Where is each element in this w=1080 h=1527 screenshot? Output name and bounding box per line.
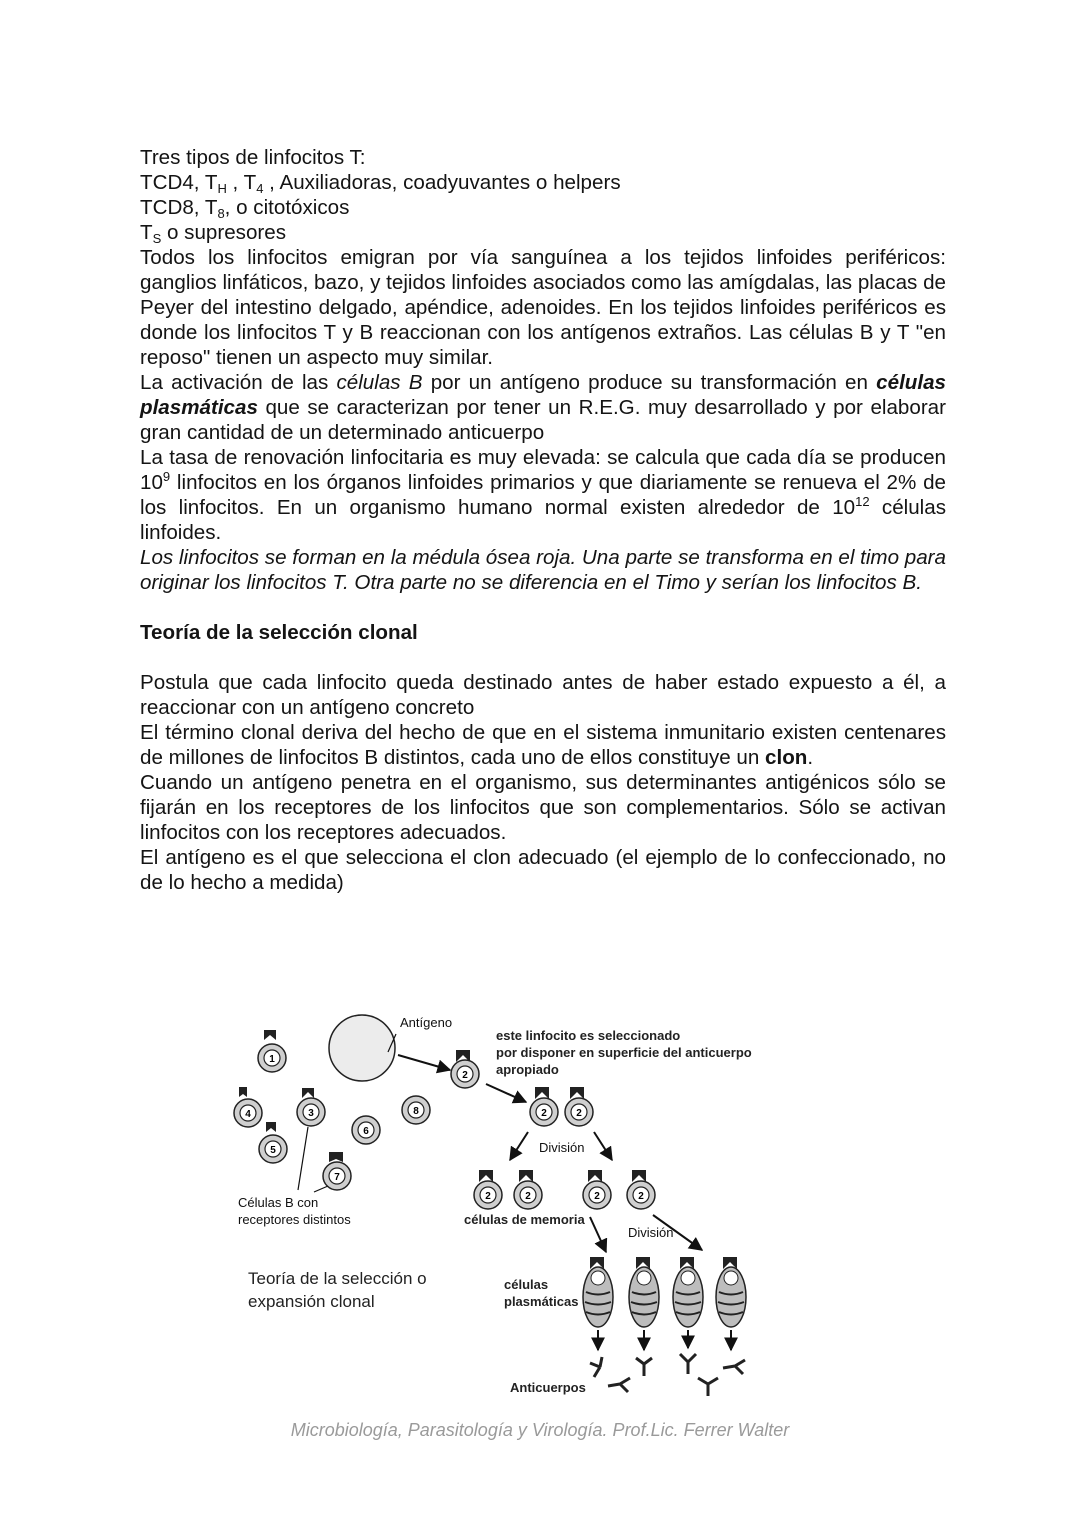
selection-arrow <box>486 1084 526 1102</box>
b-cell-3 <box>297 1088 325 1126</box>
svg-text:1: 1 <box>269 1054 275 1065</box>
clonal-selection-figure <box>228 1012 768 1402</box>
svg-text:2: 2 <box>462 1070 468 1081</box>
paragraph-postulate: Postula que cada linfocito queda destinado antes de haber estado expuesto a él, a reaccionar con un antígeno concreto <box>140 671 946 719</box>
paragraph-renewal: La tasa de renovación linfocitaria es muy elevada: se calcula que cada día se producen $10^9$ linfocitos en los órganos linfoides primarios y que diariamente se renueva el 2% de los linfocitos. En un organismo humano normal existen alrededor de $10^{12}$ células linfoides. <box>140 446 947 544</box>
b-cell-4 <box>234 1087 262 1127</box>
paragraph-activation: La activación de las células B por un antígeno produce su transformación en células plasmáticas que se caracterizan por tener un R.E.G. muy desarrollado y por elaborar gran cantidad de un determinado anticuerpo <box>140 371 946 444</box>
clone-cell-d <box>627 1170 655 1209</box>
svg-text:6: 6 <box>363 1126 369 1137</box>
plasma-cells-label-1: células <box>504 1277 549 1292</box>
plasma-cell-3 <box>673 1257 703 1327</box>
tcd8-line: TCD8, $T_8$, o citotóxicos <box>140 196 350 221</box>
theory-caption-1: Teoría de la selección o <box>248 1269 427 1288</box>
tcd4-line: TCD4, $T_H$ , $T_4$ , Auxiliadoras, coadyuvantes o helpers <box>140 171 621 196</box>
svg-text:2: 2 <box>525 1191 531 1202</box>
svg-text:7: 7 <box>334 1172 340 1183</box>
selected-label-3: apropiado <box>496 1062 559 1077</box>
b-cells-label-1: Células B con <box>238 1195 319 1210</box>
clone-cell-c <box>583 1170 611 1209</box>
b-cell-8 <box>402 1096 430 1124</box>
division-label-2: División <box>628 1225 674 1240</box>
plasma-cell-4 <box>716 1257 746 1327</box>
theory-caption-2: expansión clonal <box>248 1292 375 1311</box>
svg-text:2: 2 <box>541 1108 547 1119</box>
antigen-label: Antígeno <box>400 1015 453 1030</box>
selected-label-2: por disponer en superficie del anticuerpo <box>496 1045 752 1060</box>
plasma-cell-2 <box>629 1257 659 1327</box>
body-text <box>140 145 946 895</box>
selected-cell <box>451 1050 479 1088</box>
clonal-selection-diagram <box>228 1012 768 1402</box>
paragraph-antigen-entry: Cuando un antígeno penetra en el organismo, sus determinantes antigénicos sólo se fijarán en los receptores de los linfocitos que son complementarios. Sólo se activan linfocitos con los receptores adecuados. <box>140 771 946 844</box>
svg-text:5: 5 <box>270 1145 276 1156</box>
division-label-1: División <box>539 1140 585 1155</box>
b-cell-7 <box>323 1152 351 1190</box>
svg-text:8: 8 <box>413 1106 419 1117</box>
antibodies-label: Anticuerpos <box>510 1380 586 1395</box>
svg-text:4: 4 <box>245 1109 251 1120</box>
svg-text:2: 2 <box>638 1191 644 1202</box>
ts-line: $T_S$ o supresores <box>140 221 287 246</box>
plasma-cell-1 <box>583 1257 613 1327</box>
section-heading: Teoría de la selección clonal <box>140 621 418 644</box>
memory-cells-label: células de memoria <box>464 1212 585 1227</box>
svg-text:2: 2 <box>594 1191 600 1202</box>
paragraph-selection: El antígeno es el que selecciona el clon adecuado (el ejemplo de lo confeccionado, no de lo hecho a medida) <box>140 846 946 894</box>
clone-cell-b <box>565 1087 593 1126</box>
svg-text:2: 2 <box>576 1108 582 1119</box>
memory-cell-b <box>514 1170 542 1209</box>
svg-text:2: 2 <box>485 1191 491 1202</box>
memory-cell-a <box>474 1170 502 1209</box>
paragraph-origin: Los linfocitos se forman en la médula ósea roja. Una parte se transforma en el timo para originar los linfocitos T. Otra parte no se diferencia en el Timo y serían los linfocitos B. <box>140 546 946 594</box>
b-cell-5 <box>259 1122 287 1163</box>
paragraph-migration: Todos los linfocitos emigran por vía sanguínea a los tejidos linfoides periféricos: ganglios linfáticos, bazo, y tejidos linfoides asociados como las amígdalas, las placas de Peyer del intestino delgado, apéndice, adenoides. En los tejidos linfoides periféricos es donde los linfocitos T y B reaccionan con los antígenos extraños. Las células B y T "en reposo" tienen un aspecto muy similar. <box>140 246 946 369</box>
page-footer: Microbiología, Parasitología y Virología. Prof.Lic. Ferrer Walter <box>290 1420 790 1440</box>
t-cell-intro: Tres tipos de linfocitos T: <box>140 146 366 169</box>
selected-label-1: este linfocito es seleccionado <box>496 1028 681 1043</box>
b-cell-6 <box>352 1116 380 1144</box>
paragraph-clonal-term: El término clonal deriva del hecho de que en el sistema inmunitario existen centenares de millones de linfocitos B distintos, cada uno de ellos constituye un clon. <box>140 721 946 769</box>
svg-text:3: 3 <box>308 1108 314 1119</box>
b-cell-1 <box>258 1030 286 1072</box>
antigen-circle <box>329 1015 395 1081</box>
clone-cell-a <box>530 1087 558 1126</box>
plasma-cells-label-2: plasmáticas <box>504 1294 579 1309</box>
antibodies <box>590 1354 745 1396</box>
antigen-arrow <box>398 1055 450 1070</box>
b-cells-label-2: receptores distintos <box>238 1212 351 1227</box>
